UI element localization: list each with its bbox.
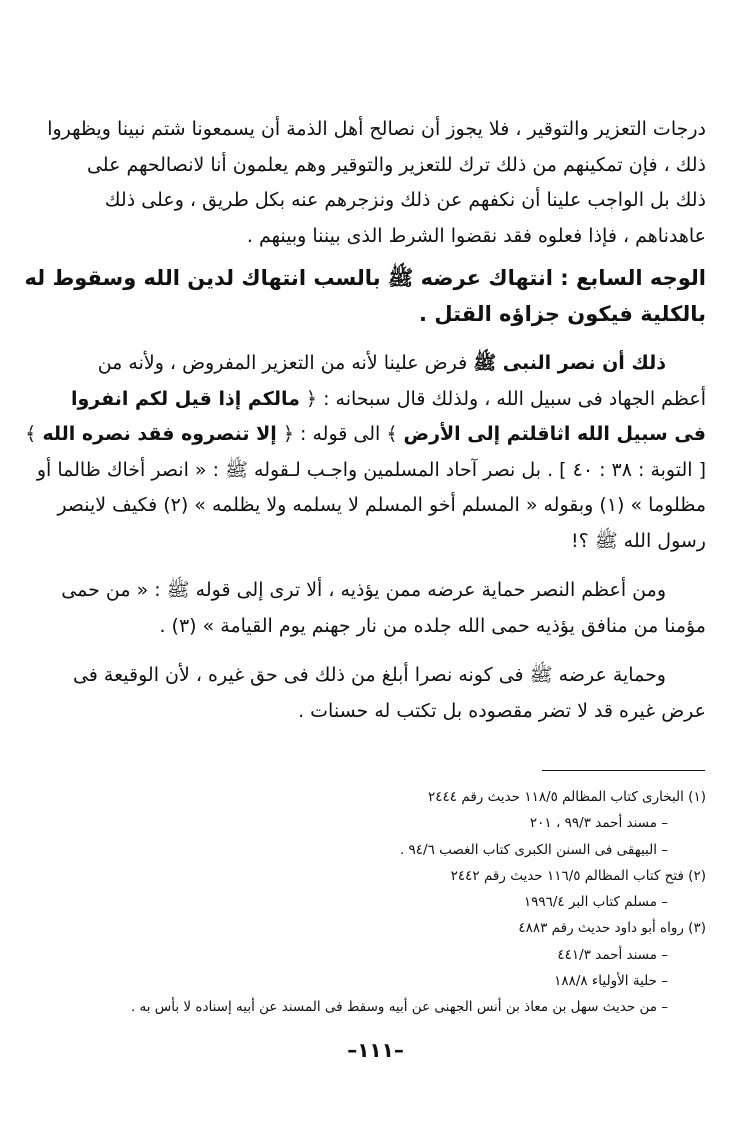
text-line: [ التوبة : ٣٨ : ٤٠ ] . بل نصر آحاد المسلمين واجـب لـقوله ﷺ : « انصر أخاك ظالما أو xyxy=(36,458,706,481)
text-line: ذلك ، فإن تمكينهم من ذلك ترك للتعزير والتوقير وهم يعلمون أنا لانصالحهم على xyxy=(86,153,706,176)
footnote-3: (٣) رواه أبو داود حديث رقم ٤٨٨٣ xyxy=(518,920,706,937)
footnote-1-source: – البيهقى فى السنن الكبرى كتاب الغصب ٩٤/٦ . xyxy=(399,841,668,858)
quran-quote: فى سبيل الله اثاقلتم إلى الأرض xyxy=(403,423,706,445)
text-span: ﴾ xyxy=(25,423,37,445)
footnote-1-source: – مسند أحمد ٩٩/٣ ، ٢٠١ xyxy=(529,815,668,832)
footnote-2-source: – مسلم كتاب البر ١٩٩٦/٤ xyxy=(523,894,668,911)
bold-phrase: ذلك أن نصر النبى ﷺ xyxy=(473,352,666,374)
text-line: ذلك بل الواجب علينا أن نكفهم عن ذلك ونزجرهم عنه بكل طريق ، وعلى ذلك xyxy=(104,189,706,211)
text-line: مؤمنا من منافق يؤذيه حمى الله جلده من نار جهنم يوم القيامة » (٣) . xyxy=(159,614,706,637)
quran-quote: مالكم إذا قيل لكم انفروا xyxy=(70,387,300,410)
text-span: فرض علينا لأنه من التعزير المفروض ، ولأنه من xyxy=(97,352,468,374)
text-line: مظلوما » (١) وبقوله « المسلم أخو المسلم لا يسلمه ولا يظلمه » (٢) فكيف لاينصر xyxy=(57,494,706,516)
text-line: ومن أعظم النصر حماية عرضه ممن يؤذيه ، ألا ترى إلى قوله ﷺ : « من حمى xyxy=(61,579,666,601)
paragraph-4 xyxy=(72,658,706,729)
text-line: درجات التعزير والتوقير ، فلا يجوز أن نصالح أهل الذمة أن يسمعونا شتم نبينا ويظهروا xyxy=(47,118,706,140)
text-span: أعظم الجهاد فى سبيل الله ، ولذلك قال سبحانه : ﴿ xyxy=(305,387,706,410)
heading-line-1: الوجه السابع : انتهاك عرضه ﷺ بالسب انتهاك لدين الله وسقوط له xyxy=(24,266,706,290)
footnote-2: (٢) فتح كتاب المظالم ١١٦/٥ حديث رقم ٢٤٤٢ xyxy=(450,867,706,884)
page-number: –١١١– xyxy=(347,1038,404,1062)
footnote-divider xyxy=(542,770,705,771)
paragraph-2 xyxy=(25,346,706,559)
paragraph-3 xyxy=(61,573,706,644)
section-heading xyxy=(24,260,706,332)
text-line: رسول الله ﷺ ؟! xyxy=(570,529,706,552)
paragraph-1 xyxy=(47,112,706,254)
text-line xyxy=(25,417,706,453)
text-span: ﴾ الى قوله : ﴿ xyxy=(282,423,398,445)
text-line xyxy=(70,382,706,418)
footnote-3-source: – مسند أحمد ٤٤١/٣ xyxy=(557,946,668,963)
text-line: وحماية عرضه ﷺ فى كونه نصرا أبلغ من ذلك فى حق غيره ، لأن الوقيعة فى xyxy=(72,664,666,686)
text-line: عرض غيره قد لا تضر مقصوده بل تكتب له حسنات . xyxy=(298,699,706,722)
footnotes xyxy=(130,784,706,1021)
heading-line-2: بالكلية فيكون جزاؤه القتل . xyxy=(419,302,706,326)
text-line xyxy=(90,346,706,382)
footnote-3-source: – حلية الأولياء ١٨٨/٨ xyxy=(554,973,668,990)
quran-quote: إلا تنصروه فقد نصره الله xyxy=(42,423,277,445)
text-line: عاهدناهم ، فإذا فعلوه فقد نقضوا الشرط الذى بيننا وبينهم . xyxy=(246,224,706,247)
footnote-1: (١) البخارى كتاب المظالم ١١٨/٥ حديث رقم ٢٤٤٤ xyxy=(428,789,706,805)
footnote-3-source: – من حديث سهل بن معاذ بن أنس الجهنى عن أبيه وسقط فى المسند عن أبيه إسناده لا بأس به . xyxy=(130,999,668,1016)
